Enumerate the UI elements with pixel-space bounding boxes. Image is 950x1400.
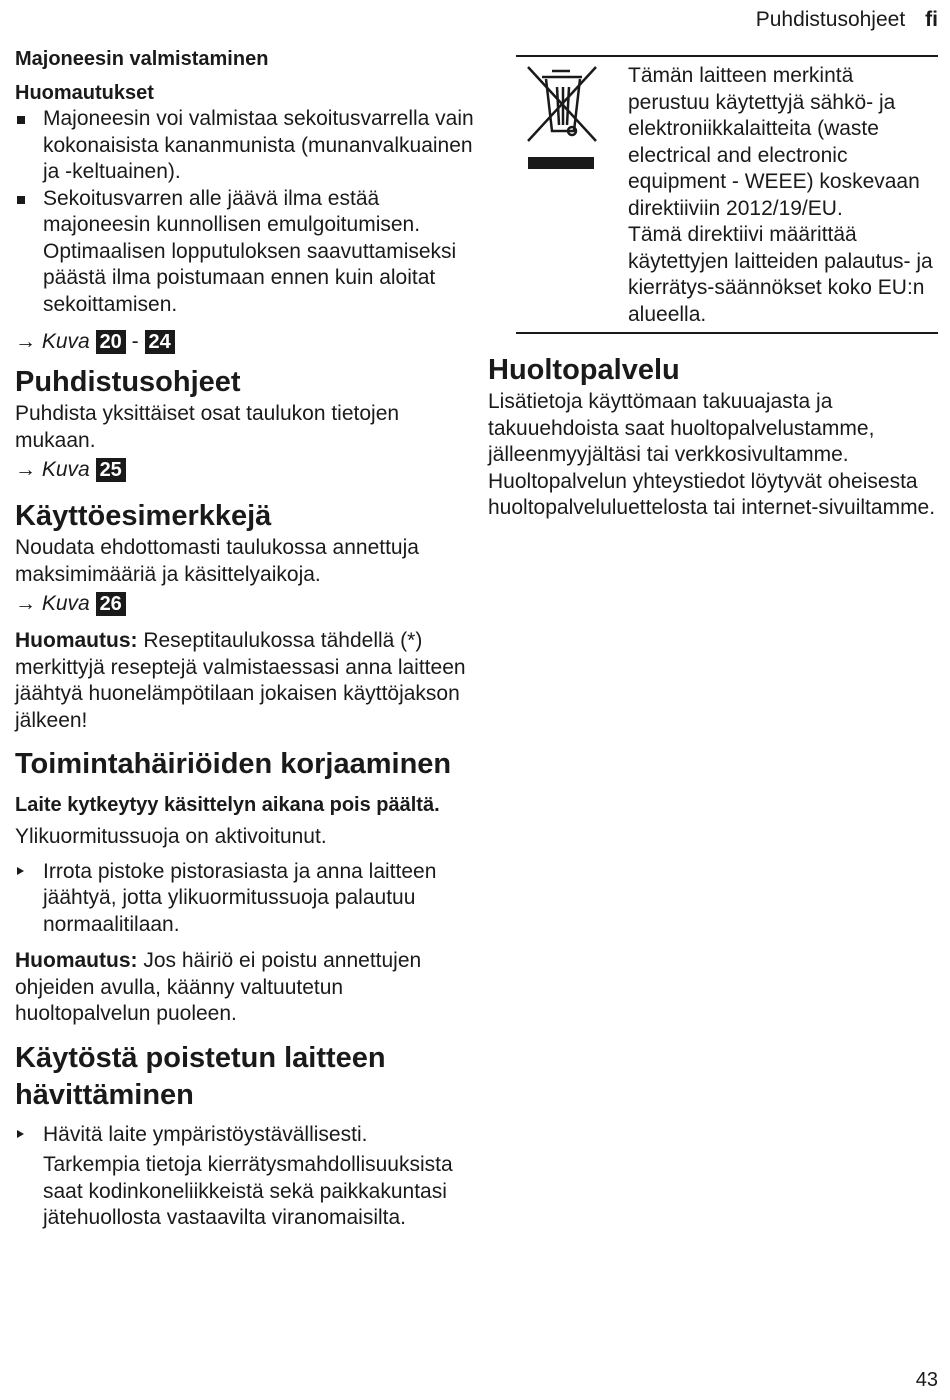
note-text: Reseptitaulukossa tähdellä (*) merkittyjä reseptejä valmistaessasi anna laitteen jäähtyä huonelämpötilaan jokaisen käyttöjakson jälkeen! [15,629,466,732]
mayo-title: Majoneesin valmistaminen [15,48,269,70]
range-dash: - [131,330,139,353]
note-paragraph [15,948,475,1028]
figure-number: 20 [96,330,126,354]
figure-label: Kuva [41,330,90,353]
cleaning-text: Puhdista yksittäiset osat taulukon tietojen mukaan. [15,402,400,452]
note-label: Huomautus: [15,949,138,972]
figure-reference [15,456,475,484]
note-paragraph [15,628,475,734]
disposal-text: Tarkempia tietoja kierrätysmahdollisuuksista saat kodinkoneliikkeistä sekä paikkakuntasi jätehuollosta vastaavilta viranomaisilta. [43,1153,453,1229]
trouble-text: Ylikuormitussuoja on aktivoitunut. [15,825,327,848]
figure-number: 24 [145,330,175,354]
trouble-steps [15,859,475,939]
figure-number: 26 [96,592,126,616]
section-heading-troubleshooting: Toimintahäiriöiden korjaaminen [15,748,452,780]
right-column [488,55,938,522]
list-item: Hävitä laite ympäristöystävällisesti. [15,1122,475,1149]
weee-paragraph: Tämän laitteen merkintä perustuu käytettyjä sähkö- ja elektroniikkalaitteita (waste electrical and electronic equipment - WEEE) koskevaan direktiiviin 2012/19/EU. [628,64,920,220]
notes-title: Huomautukset [15,82,154,104]
section-heading-examples: Käyttöesimerkkejä [15,500,272,532]
notes-list [15,106,475,318]
weee-paragraph: Tämä direktiivi määrittää käytettyjen laitteiden palautus- ja kierrätys-säännökset koko EU:n alueella. [628,223,933,326]
section-heading-cleaning: Puhdistusohjeet [15,366,241,398]
list-item: Irrota pistoke pistorasiasta ja anna laitteen jäähtyä, jotta ylikuormitussuoja palautuu normaalitilaan. [15,859,475,939]
figure-label: Kuva [41,458,90,481]
weee-box [516,55,938,334]
arrow-icon: → [15,592,36,615]
arrow-icon: → [15,458,36,481]
header-section-title: Puhdistusohjeet [755,8,906,31]
section-heading-service: Huoltopalvelu [488,354,680,386]
figure-label: Kuva [41,592,90,615]
trouble-subheading: Laite kytkeytyy käsittelyn aikana pois päältä. [15,794,440,816]
disposal-steps [15,1122,475,1149]
figure-reference [15,328,475,356]
weee-text [628,63,938,328]
examples-text: Noudata ehdottomasti taulukossa annettuja maksimimääriä ja käsittelyaikoja. [15,536,419,586]
figure-number: 25 [96,458,126,482]
figure-reference [15,590,475,618]
list-item: Majoneesin voi valmistaa sekoitusvarrella vain kokonaisista kananmunista (munanvalkuainen ja -keltuainen). [15,106,475,186]
note-text: Jos häiriö ei poistu annettujen ohjeiden avulla, käänny valtuutetun huoltopalvelun puoleen. [15,949,422,1025]
crossed-bin-icon [524,65,600,176]
section-heading-disposal: Käytöstä poistetun laitteen hävittäminen [15,1041,386,1111]
running-header [756,8,938,32]
arrow-icon: → [15,330,36,353]
header-language: fi [925,8,938,31]
page-number: 43 [915,1369,938,1391]
note-label: Huomautus: [15,629,138,652]
service-text: Lisätietoja käyttömaan takuuajasta ja takuuehdoista saat huoltopalvelustamme, jälleenmyyjältäsi tai verkkosivultamme. Huoltopalvelun yhteystiedot löytyvät oheisesta huoltopalveluluettelosta tai internet-sivuiltamme. [488,390,936,519]
left-column [15,46,475,1232]
list-item: Sekoitusvarren alle jäävä ilma estää majoneesin kunnollisen emulgoitumisen. Optimaalisen lopputuloksen saavuttamiseksi päästä ilma poistumaan ennen kuin aloitat sekoittamisen. [15,186,475,319]
